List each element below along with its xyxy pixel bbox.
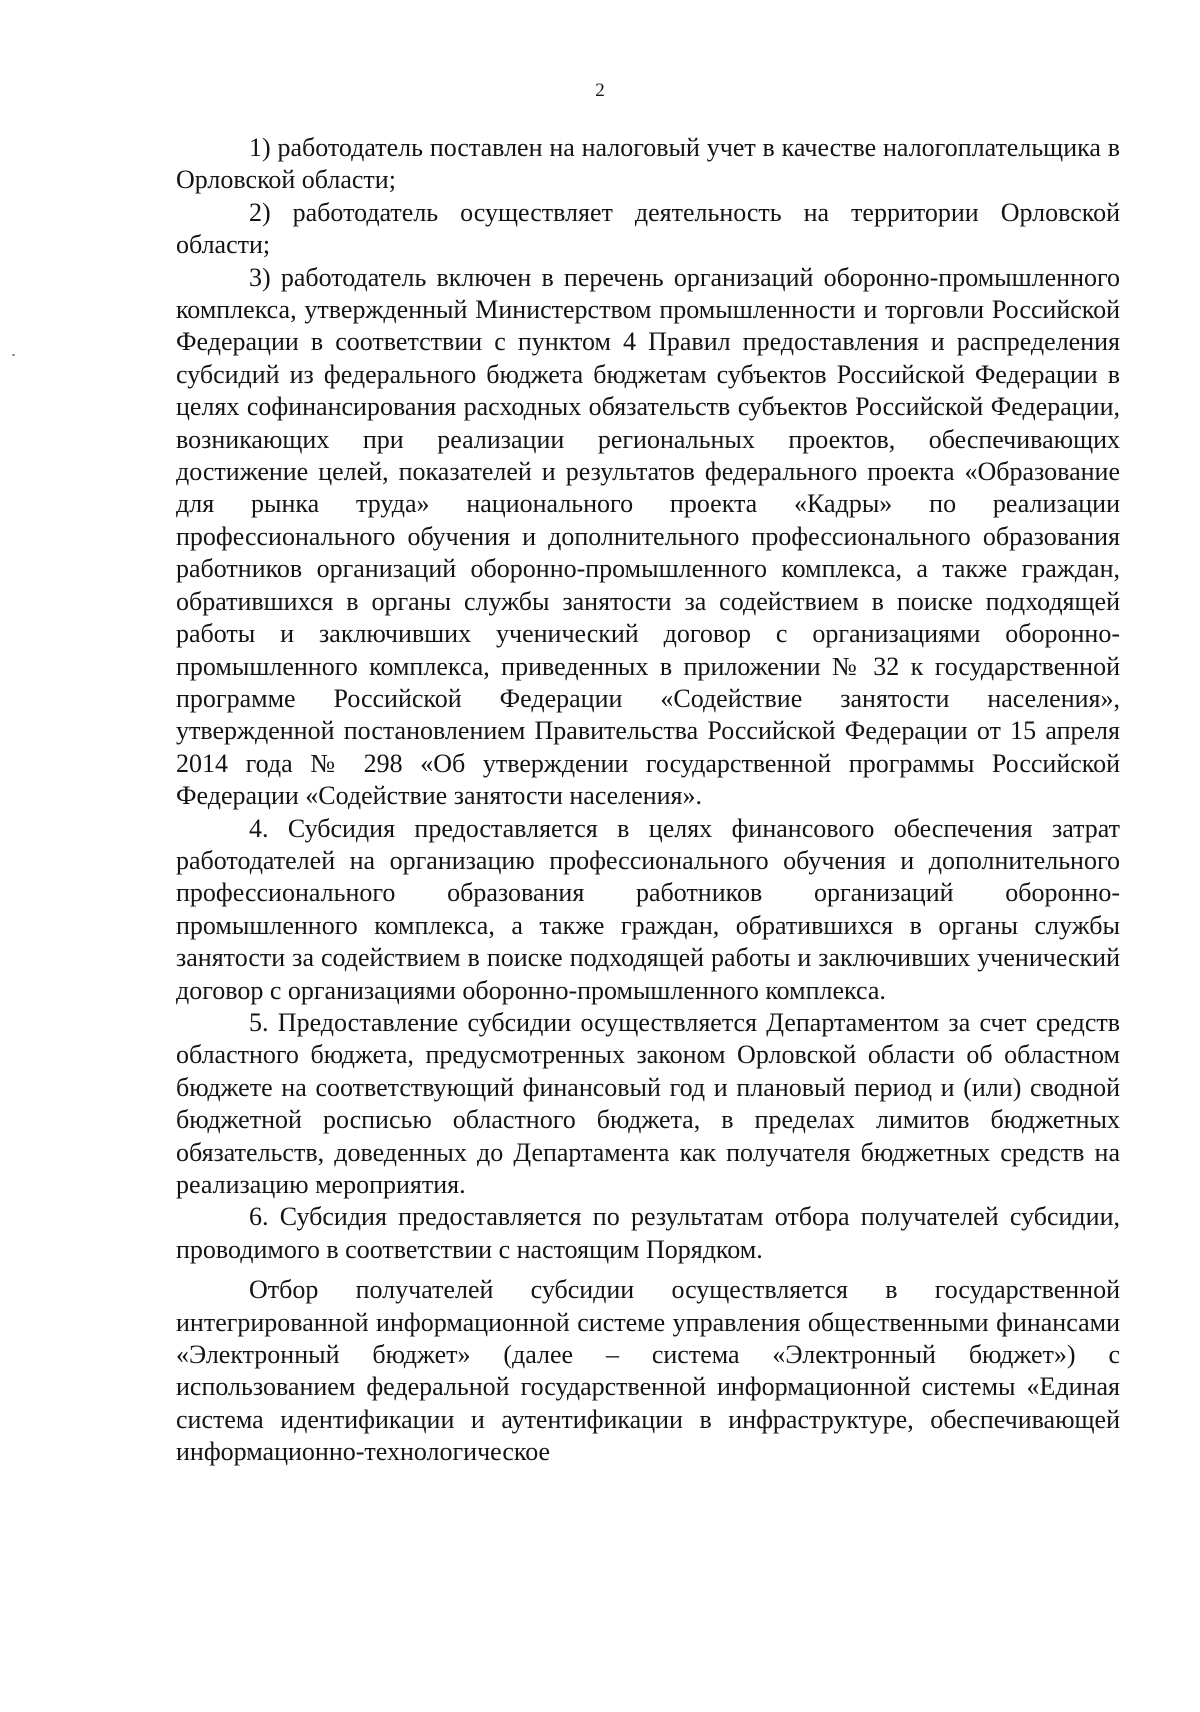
scan-artifact-dot	[12, 354, 15, 356]
page-number: 2	[595, 80, 605, 101]
paragraph-item-2: 2) работодатель осуществляет деятельность на территории Орловской области;	[176, 197, 1120, 260]
paragraph-clause-5: 5. Предоставление субсидии осуществляется Департаментом за счет средств областного бюджета, предусмотренных законом Орловской области об областном бюджете на соответствующий финансовый год и плановый период и (или) сводной бюджетной росписью областного бюджета, в пределах лимитов бюджетных обязательств, доведенных до Департамента как получателя бюджетных средств на реализацию мероприятия.	[176, 1007, 1120, 1199]
paragraph-item-1: 1) работодатель поставлен на налоговый учет в качестве налогоплательщика в Орловской области;	[176, 133, 1120, 195]
paragraph-selection-procedure: Отбор получателей субсидии осуществляется в государственной интегрированной информационной системе управления общественными финансами «Электронный бюджет» (далее – система «Электронный бюджет») с использованием федеральной государственной информационной системы «Единая система идентификации и аутентификации в инфраструктуре, обеспечивающей информационно-технологическое	[176, 1275, 1120, 1467]
document-body	[176, 132, 1120, 1469]
paragraph-clause-6: 6. Субсидия предоставляется по результатам отбора получателей субсидии, проводимого в соответствии с настоящим Порядком.	[176, 1202, 1120, 1264]
paragraph-clause-4: 4. Субсидия предоставляется в целях финансового обеспечения затрат работодателей на организацию профессионального обучения и дополнительного профессионального образования работников организаций оборонно-промышленного комплекса, а также граждан, обратившихся в органы службы занятости за содействием в поиске подходящей работы и заключивших ученический договор с организациями оборонно-промышленного комплекса.	[176, 813, 1120, 1005]
paragraph-item-3: 3) работодатель включен в перечень организаций оборонно-промышленного комплекса, утвержденный Министерством промышленности и торговли Российской Федерации в соответствии с пунктом 4 Правил предоставления и распределения субсидий из федерального бюджета бюджетам субъектов Российской Федерации в целях софинансирования расходных обязательств субъектов Российской Федерации, возникающих при реализации региональных проектов, обеспечивающих достижение целей, показателей и результатов федерального проекта «Образование для рынка труда» национального проекта «Кадры» по реализации профессионального обучения и дополнительного профессионального образования работников организаций оборонно-промышленного комплекса, а также граждан, обратившихся в органы службы занятости за содействием в поиске подходящей работы и заключивших ученический договор с организациями оборонно-промышленного комплекса, приведенных в приложении № 32 к государственной программе Российской Федерации «Содействие занятости населения», утвержденной постановлением Правительства Российской Федерации от 15 апреля 2014 года № 298 «Об утверждении государственной программы Российской Федерации «Содействие занятости населения».	[176, 262, 1120, 811]
